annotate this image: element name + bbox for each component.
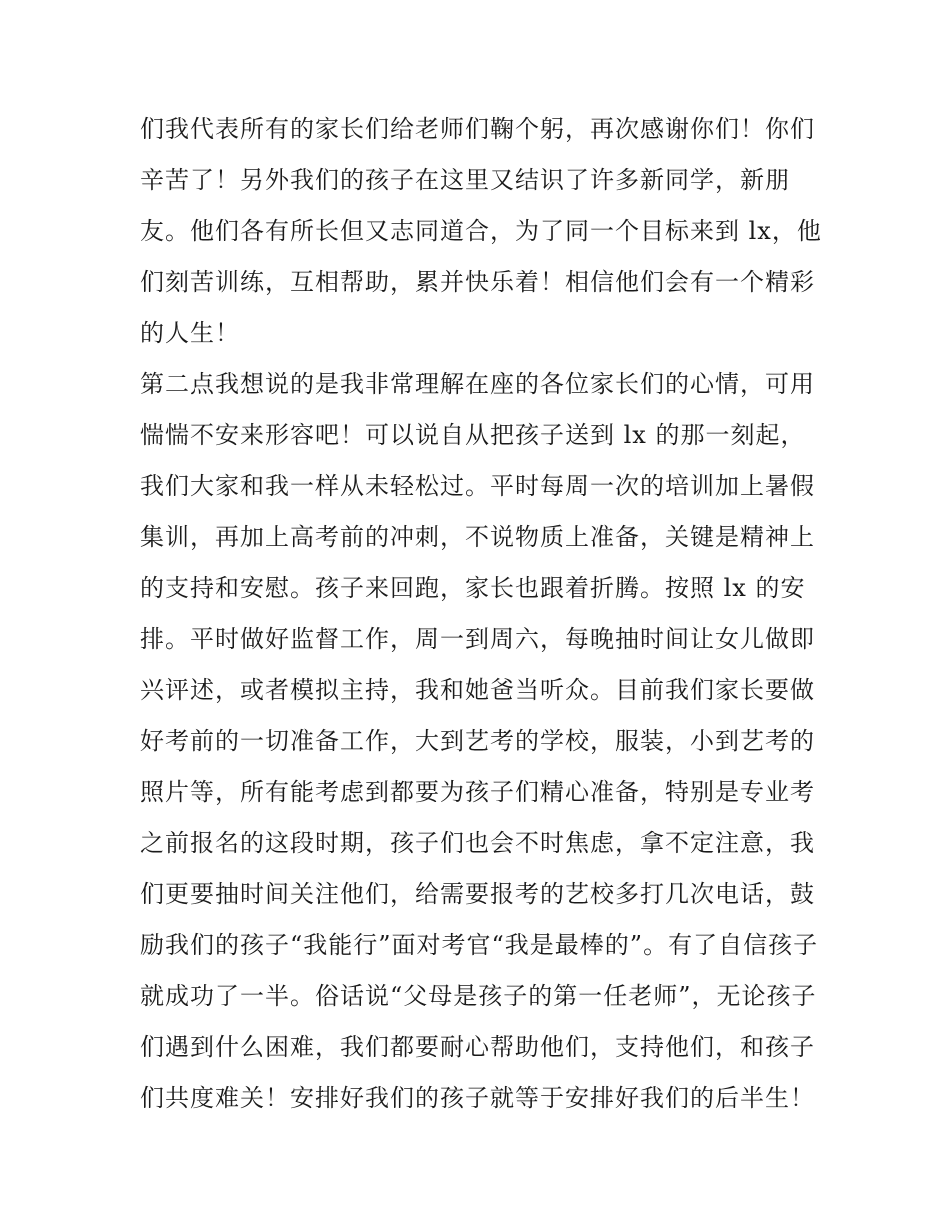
text-line-1: 们我代表所有的家长们给老师们鞠个躬，再次感谢你们！你们 bbox=[140, 115, 815, 143]
text-line-8: 我们大家和我一样从未轻松过。平时每周一次的培训加上暑假 bbox=[140, 472, 815, 500]
text-line-4: 们刻苦训练，互相帮助，累并快乐着！相信他们会有一个精彩 bbox=[140, 268, 815, 296]
text-line-15: 之前报名的这段时期，孩子们也会不时焦虑，拿不定注意，我 bbox=[140, 829, 815, 857]
text-line-19: 们遇到什么困难，我们都要耐心帮助他们，支持他们，和孩子 bbox=[140, 1033, 815, 1061]
text-line-20: 们共度难关！安排好我们的孩子就等于安排好我们的后半生！ bbox=[140, 1084, 815, 1112]
text-line-6: 第二点我想说的是我非常理解在座的各位家长们的心情，可用 bbox=[140, 370, 815, 398]
text-line-9: 集训，再加上高考前的冲刺，不说物质上准备，关键是精神上 bbox=[140, 523, 815, 551]
text-line-12: 兴评述，或者模拟主持，我和她爸当听众。目前我们家长要做 bbox=[140, 676, 815, 704]
text-line-10: 的支持和安慰。孩子来回跑，家长也跟着折腾。按照 lx 的安 bbox=[140, 574, 806, 602]
text-line-11: 排。平时做好监督工作，周一到周六，每晚抽时间让女儿做即 bbox=[140, 625, 815, 653]
text-line-17: 励我们的孩子“我能行”面对考官“我是最棒的”。有了自信孩子 bbox=[140, 931, 819, 959]
text-line-16: 们更要抽时间关注他们，给需要报考的艺校多打几次电话，鼓 bbox=[140, 880, 815, 908]
text-line-13: 好考前的一切准备工作，大到艺考的学校，服装，小到艺考的 bbox=[140, 727, 815, 755]
text-line-3: 友。他们各有所长但又志同道合，为了同一个目标来到 lx，他 bbox=[140, 217, 822, 245]
body-text bbox=[140, 104, 820, 1124]
text-line-14: 照片等，所有能考虑到都要为孩子们精心准备，特别是专业考 bbox=[140, 778, 815, 806]
text-line-18: 就成功了一半。俗话说“父母是孩子的第一任老师”，无论孩子 bbox=[140, 982, 817, 1010]
text-line-7: 惴惴不安来形容吧！可以说自从把孩子送到 lx 的那一刻起， bbox=[140, 421, 806, 449]
text-line-5: 的人生！ bbox=[140, 319, 240, 347]
text-line-2: 辛苦了！另外我们的孩子在这里又结识了许多新同学，新朋 bbox=[140, 166, 790, 194]
